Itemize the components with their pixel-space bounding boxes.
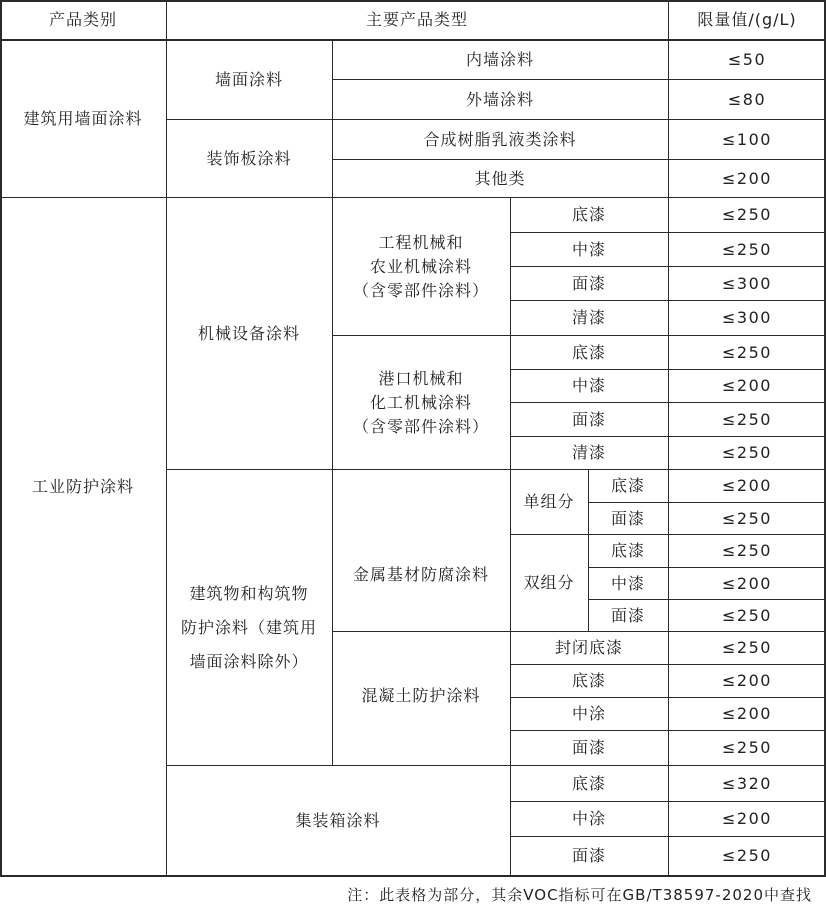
coat-top: 面漆 [571,409,606,429]
limit-value: ≤320 [722,773,772,793]
coat-primer: 底漆 [571,205,606,224]
subcategory-wall-paint: 墙面涂料 [214,70,283,89]
limit-value: ≤200 [722,169,772,188]
type-interior-wall: 内墙涂料 [465,50,534,69]
limit-value: ≤250 [722,846,772,865]
limit-value: ≤200 [722,809,772,828]
type-eng-agri-machinery: 工程机械和 农业机械涂料 （含零部件涂料） [352,232,489,300]
coat-sealing-primer: 封闭底漆 [554,638,623,657]
limit-value: ≤250 [722,638,772,657]
coat-top: 面漆 [610,508,645,528]
coat-top: 面漆 [571,738,606,757]
limit-value: ≤250 [722,738,772,757]
coat-mid: 中漆 [571,239,606,259]
limit-value: ≤250 [722,541,772,560]
coat-primer: 底漆 [571,773,606,793]
limit-value: ≤250 [722,443,772,462]
type-synthetic-resin: 合成树脂乳液类涂料 [423,130,577,149]
type-concrete-protective: 混凝土防护涂料 [361,685,481,705]
limit-value: ≤250 [722,205,772,224]
coat-top: 面漆 [571,846,606,865]
limit-value: ≤200 [722,573,772,593]
limit-value: ≤200 [722,671,772,690]
two-component: 双组分 [523,573,575,592]
limit-value: ≤200 [722,376,772,395]
coat-clear: 清漆 [571,308,606,327]
limit-value: ≤250 [722,239,772,259]
limit-value: ≤250 [722,508,772,528]
category-wall-coatings: 建筑用墙面涂料 [23,109,143,128]
coat-primer: 底漆 [571,342,606,362]
limit-value: ≤80 [727,90,767,109]
coat-clear: 清漆 [571,443,606,462]
limit-value: ≤200 [722,704,772,723]
limit-value: ≤250 [722,409,772,429]
footnote: 注：此表格为部分，其余VOC指标可在GB/T38597-2020中查找 [347,886,812,904]
coat-mid-coat: 中涂 [571,809,606,828]
limit-value: ≤300 [722,308,772,327]
coat-primer: 底漆 [610,541,645,560]
subcategory-machinery: 机械设备涂料 [197,324,300,343]
type-port-chem-machinery: 港口机械和 化工机械涂料 （含零部件涂料） [352,368,489,436]
header-type: 主要产品类型 [365,10,468,29]
header-limit: 限量值/(g/L) [697,10,797,29]
category-industrial-protective: 工业防护涂料 [31,477,134,496]
limit-value: ≤200 [722,476,772,495]
header-category: 产品类别 [48,10,117,29]
limit-value: ≤250 [722,342,772,362]
coat-top: 面漆 [610,605,645,625]
type-exterior-wall: 外墙涂料 [465,90,534,109]
limit-value: ≤250 [722,605,772,625]
subcategory-deco-board: 装饰板涂料 [206,149,292,168]
coat-primer: 底漆 [610,476,645,495]
subcategory-building-structure: 建筑物和构筑物 防护涂料（建筑用 墙面涂料除外） [180,584,317,671]
subcategory-container: 集装箱涂料 [295,811,381,830]
coat-mid: 中漆 [610,573,645,593]
type-metal-anticorrosion: 金属基材防腐涂料 [352,565,489,584]
limit-value: ≤300 [722,273,772,293]
limit-value: ≤50 [727,50,767,69]
limit-value: ≤100 [722,130,772,149]
coat-mid: 中漆 [571,376,606,395]
single-component: 单组分 [523,492,575,511]
coat-primer: 底漆 [571,671,606,690]
coat-top: 面漆 [571,273,606,293]
type-others: 其他类 [474,169,526,188]
coat-mid-coat: 中涂 [571,704,606,723]
